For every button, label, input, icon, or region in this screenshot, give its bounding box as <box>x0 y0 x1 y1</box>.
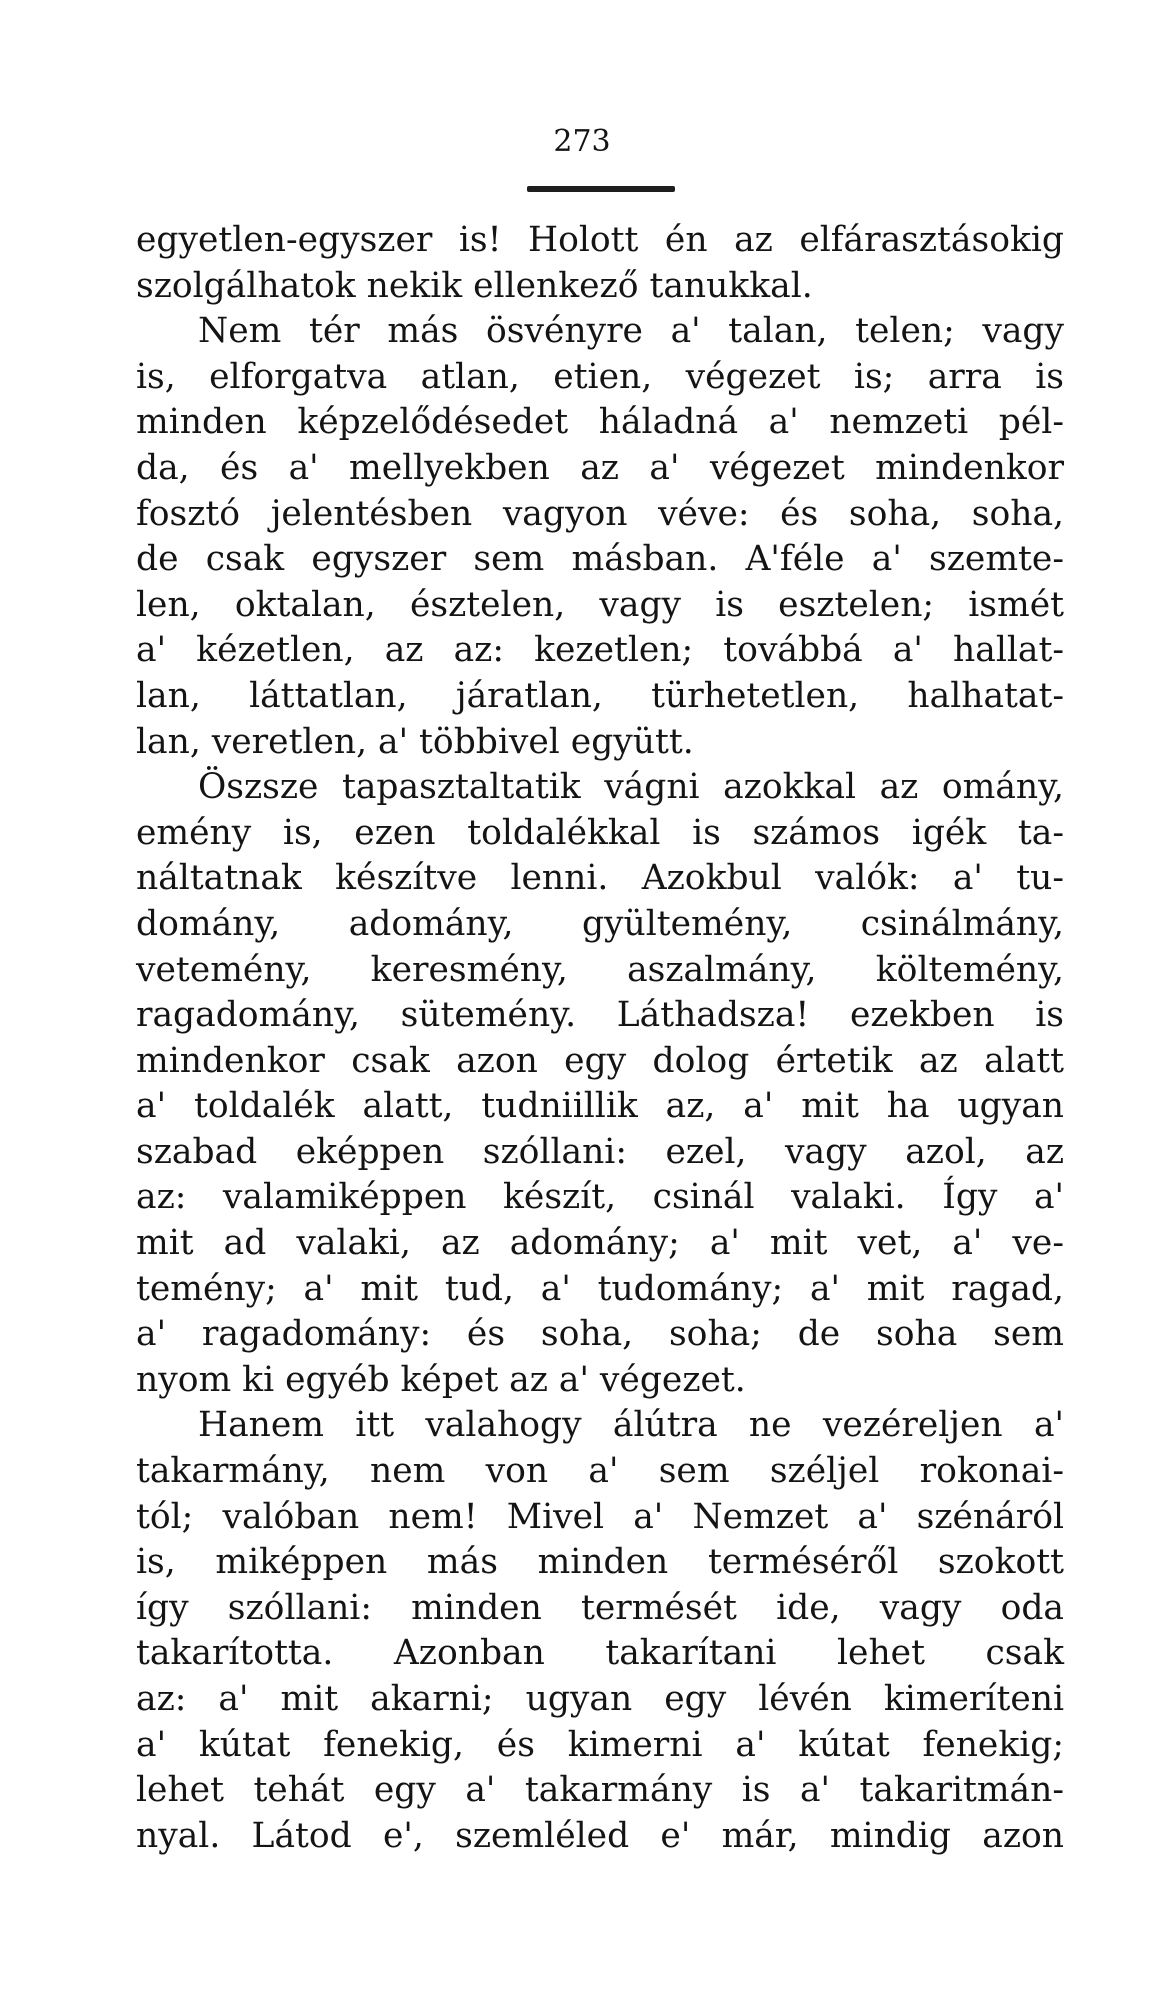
text-line: az: valamiképpen készít, csinál valaki. Így a' <box>136 1177 1064 1218</box>
text-line: mindenkor csak azon egy dolog értetik az alatt <box>136 1040 1064 1081</box>
text-line: emény is, ezen toldalékkal is számos igék ta- <box>136 812 1064 853</box>
text-line: a' kézetlen, az az: kezetlen; továbbá a' hallat- <box>136 630 1064 671</box>
text-line: Öszsze tapasztaltatik vágni azokkal az omány, <box>198 767 1064 808</box>
text-line: mit ad valaki, az adomány; a' mit vet, a' ve- <box>136 1223 1064 1264</box>
body-text <box>136 218 1064 1859</box>
text-line: náltatnak készítve lenni. Azokbul valók: a' tu- <box>136 858 1064 899</box>
text-line: nyom ki egyéb képet az a' végezet. <box>136 1359 746 1400</box>
text-line: lan, veretlen, a' többivel együtt. <box>136 721 694 762</box>
text-line: fosztó jelentésben vagyon véve: és soha, soha, <box>136 493 1064 534</box>
page-number: 273 <box>553 124 611 159</box>
text-line: is, elforgatva atlan, etien, végezet is; arra is <box>136 356 1064 397</box>
text-line: tól; valóban nem! Mivel a' Nemzet a' szénáról <box>136 1496 1064 1537</box>
text-line: szolgálhatok nekik ellenkező tanukkal. <box>136 265 813 306</box>
text-line: Nem tér más ösvényre a' talan, telen; vagy <box>198 311 1064 352</box>
header-rule <box>527 186 675 192</box>
text-line: ragadomány, sütemény. Láthadsza! ezekben is <box>136 995 1064 1036</box>
text-line: nyal. Látod e', szemléled e' már, mindig azon <box>136 1815 1064 1856</box>
text-line: így szóllani: minden termését ide, vagy oda <box>136 1587 1064 1628</box>
text-line: vetemény, keresmény, aszalmány, költemény, <box>136 949 1064 990</box>
text-line: takarította. Azonban takarítani lehet csak <box>136 1633 1064 1674</box>
text-line: len, oktalan, észtelen, vagy is esztelen; ismét <box>136 584 1064 625</box>
text-line: lehet tehát egy a' takarmány is a' takaritmán- <box>136 1770 1064 1811</box>
text-line: a' ragadomány: és soha, soha; de soha sem <box>136 1314 1064 1355</box>
text-line: is, miképpen más minden terméséről szokott <box>136 1542 1064 1583</box>
text-line: temény; a' mit tud, a' tudomány; a' mit ragad, <box>136 1268 1064 1309</box>
text-line: a' toldalék alatt, tudniillik az, a' mit ha ugyan <box>136 1086 1064 1127</box>
text-line: da, és a' mellyekben az a' végezet mindenkor <box>136 447 1064 488</box>
text-line: Hanem itt valahogy álútra ne vezéreljen a' <box>198 1405 1064 1446</box>
text-line: a' kútat fenekig, és kimerni a' kútat fenekig; <box>136 1724 1064 1765</box>
text-line: minden képzelődésedet háladná a' nemzeti pél- <box>136 402 1064 443</box>
text-line: de csak egyszer sem másban. A'féle a' szemte- <box>136 539 1064 580</box>
text-line: szabad eképpen szóllani: ezel, vagy azol, az <box>136 1131 1064 1172</box>
text-line: lan, láttatlan, járatlan, türhetetlen, halhatat- <box>136 675 1064 716</box>
text-line: egyetlen-egyszer is! Holott én az elfárasztásokig <box>136 220 1064 260</box>
text-line: az: a' mit akarni; ugyan egy lévén kimeríteni <box>136 1679 1064 1719</box>
text-line: domány, adomány, gyültemény, csinálmány, <box>136 903 1064 944</box>
text-line: takarmány, nem von a' sem széljel rokonai- <box>136 1451 1064 1492</box>
